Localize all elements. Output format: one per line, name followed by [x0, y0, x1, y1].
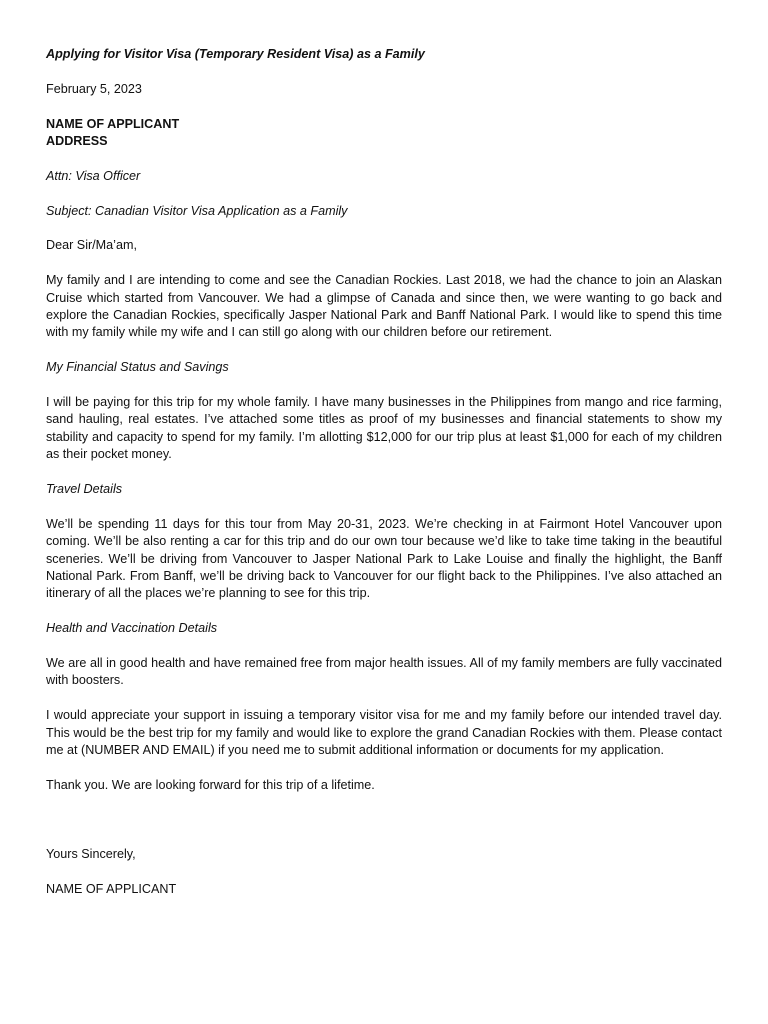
applicant-address: ADDRESS [46, 134, 108, 148]
letter-body [46, 46, 722, 899]
health-paragraph: We are all in good health and have remained free from major health issues. All of my family members are fully vaccinated with boosters. [46, 656, 722, 688]
health-heading: Health and Vaccination Details [46, 621, 218, 636]
financial-paragraph: I will be paying for this trip for my whole family. I have many businesses in the Philippines from mango and rice farming, sand hauling, real estates. I’ve attached some titles as proof of my businesses and financial statements to show my stability and capacity to spend for my family. I’m allotting $12,000 for our trip plus at least $1,000 for each of my children as their pocket money. [46, 395, 722, 462]
subject-line: Subject: Canadian Visitor Visa Application as a Family [46, 203, 348, 218]
signature-name: NAME OF APPLICANT [46, 882, 177, 897]
travel-paragraph: We’ll be spending 11 days for this tour from May 20-31, 2023. We’re checking in at Fairmont Hotel Vancouver upon coming. We’ll be also renting a car for this trip and do our own tour because we’d like to take time taking in the beautiful sceneries. We’ll be driving from Vancouver to Jasper National Park to Lake Louise and finally the highlight, the Banff National Park. From Banff, we’ll be driving back to Vancouver for our flight back to the Philippines. I’ve also attached an itinerary of all the places we’re planning to see for this trip. [46, 516, 722, 601]
request-paragraph: I would appreciate your support in issuing a temporary visitor visa for me and my family before our intended travel day. This would be the best trip for my family and would like to explore the grand Canadian Rockies with them. Please contact me at (NUMBER AND EMAIL) if you need me to submit additional information or documents for my application. [46, 708, 722, 758]
closing-line: Yours Sincerely, [46, 847, 136, 862]
financial-heading: My Financial Status and Savings [46, 360, 229, 375]
travel-heading: Travel Details [46, 482, 123, 497]
applicant-name: NAME OF APPLICANT [46, 116, 180, 131]
letter-title: Applying for Visitor Visa (Temporary Resident Visa) as a Family [46, 47, 425, 61]
intro-paragraph: My family and I are intending to come and see the Canadian Rockies. Last 2018, we had the chance to join an Alaskan Cruise which started from Vancouver. We had a glimpse of Canada and since then, we were wanting to go back and explore the Canadian Rockies, specifically Jasper National Park and Banff National Park. I would like to spend this time with my family while my wife and I can still go along with our children before our retirement. [46, 273, 722, 340]
attn-line: Attn: Visa Officer [46, 168, 141, 183]
thanks-line: Thank you. We are looking forward for this trip of a lifetime. [46, 777, 375, 792]
salutation: Dear Sir/Ma’am, [46, 238, 137, 253]
letter-date: February 5, 2023 [46, 81, 142, 96]
